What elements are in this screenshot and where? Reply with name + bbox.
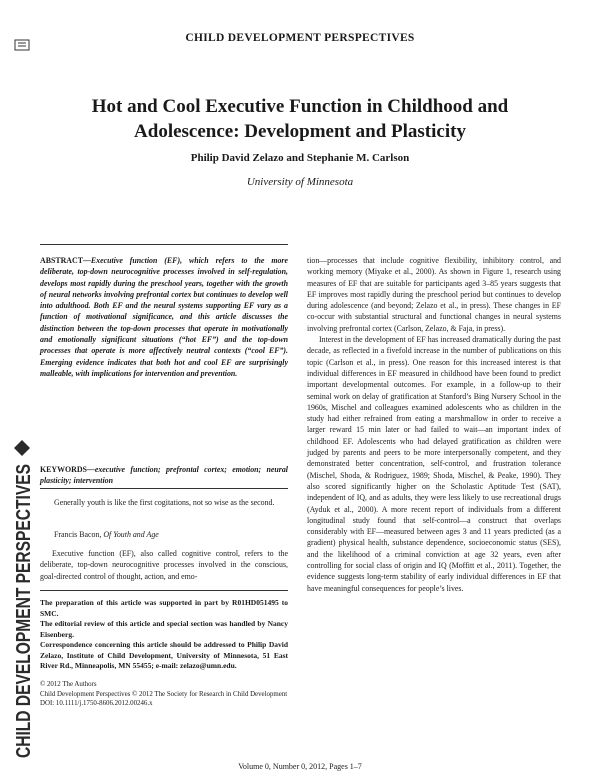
body-right-paragraph-1: tion—processes that include cognitive flexibility, inhibitory control, and working memory (Miyake et al., 2000). As shown in Figure 1, research using measures of EF that are suitable for participants aged 3–85 years suggests that EF improves most rapidly during the preschool period but continues to develop during adolescence (and beyond; Zelazo et al., in press). These changes in EF co-occur with substantial structural and functional changes in neural systems involving prefrontal cortex (Carlson, Zelazo, & Faja, in press). <box>307 256 561 333</box>
sidebar-text: CHILD DEVELOPMENT PERSPECTIVES <box>13 440 35 758</box>
epigraph-author: Francis Bacon, <box>54 530 102 539</box>
copyright-line-2: Child Development Perspectives © 2012 The Society for Research in Child Development <box>40 690 288 698</box>
abstract <box>40 255 288 379</box>
copyright-line-1: © 2012 The Authors <box>40 681 97 688</box>
footnote-editorial: The editorial review of this article and special section was handled by Nancy Eisenberg. <box>40 619 288 639</box>
journal-sidebar-logo <box>7 440 37 760</box>
title-line-1: Hot and Cool Executive Function in Childhood and <box>91 96 509 117</box>
diamond-icon <box>14 440 30 456</box>
epigraph-source <box>54 530 282 539</box>
title-line-2: Adolescence: Development and Plasticity <box>134 121 466 142</box>
abstract-bottom-rule <box>40 488 288 489</box>
authors: Philip David Zelazo and Stephanie M. Carlson <box>190 152 410 164</box>
abstract-top-rule <box>40 244 288 245</box>
affiliation: University of Minnesota <box>246 176 354 188</box>
abstract-text: —Executive function (EF), which refers to the more deliberate, top-down neurocognitive processes involved in self-regulation, develops most rapidly during the preschool years, together with the growth of neural networks involving prefrontal cortex but continues to develop well into adulthood. Both EF and the neural systems supporting EF vary as a function of motivational significance, and this article discusses the distinction between the top-down processes that operate in motivationally and emotionally significant situations (“hot EF”) and the top-down processes that operate is more affectively neutral contexts (“cool EF”). Emerging evidence indicates that both hot and cool EF are surprisingly malleable, with implications for intervention and prevention. <box>40 256 288 378</box>
copyright-line-3: DOI: 10.1111/j.1750-8606.2012.00246.x <box>40 700 153 708</box>
footnote-funding: The preparation of this article was supported in part by R01HD051495 to SMC. <box>40 598 288 618</box>
body-left-paragraph: Executive function (EF), also called cognitive control, refers to the deliberate, top-down neurocognitive processes involved in the conscious, goal-directed control of thought, action, and emo- <box>40 549 288 581</box>
epigraph-quote: Generally youth is like the first cogitations, not so wise as the second. <box>54 498 275 507</box>
copyright-block <box>40 680 290 709</box>
epigraph-work: Of Youth and Age <box>103 530 159 539</box>
keywords-text: —executive function; prefrontal cortex; emotion; neural plasticity; intervention <box>40 465 288 486</box>
footnote-correspondence: Correspondence concerning this article should be addressed to Philip David Zelazo, Institute of Child Development, University of Minnesota, 51 East River Rd., Minneapolis, MN 55455; e-mail: zelazo@umn.edu. <box>40 640 288 671</box>
article-title <box>40 94 560 144</box>
footnote-rule <box>40 590 288 591</box>
body-right-paragraph-2: Interest in the development of EF has increased dramatically during the past decade, as reflected in a fivefold increase in the number of publications on this topic (Carlson et al., in press). One reason for this increased interest is that individual differences in EF measured in childhood have been found to predict important developmental outcomes. For example, in a follow-up to their seminal work on delay of gratification at Stanford’s Bing Nursery School in the 1960s, Mischel and colleagues examined adolescents who as children in the study had either refrained from eating a marshmallow in order to receive a larger reward 15 min later or had failed to wait—an important index of childhood EF. Adolescents who had delayed gratification as children were judged by parents and peers to be more interpersonally competent, and they demonstrated better concentration, self-control, and frustration tolerance (Mischel, Shoda, & Rodriguez, 1989; Shoda, Mischel, & Peake, 1990). They also scored significantly higher on the Scholastic Aptitude Test (SAT), independent of IQ, and as adults, they were less likely to use recreational drugs (Ayduk et al., 2000). A more recent report of individuals from a different longitudinal study found that self-control—a construct that overlaps considerably with EF—measured between ages 3 and 11 years predicted (as a gradient) physical health, substance dependence, socioeconomic status (SES), and the likelihood of a criminal conviction at age 32 years, even after controlling for social class of origin and IQ (Moffitt et al., 2011). Together, the evidence suggests long-term stability of early individual differences in EF that have meaningful consequences for people’s lives. <box>307 335 561 593</box>
keywords <box>40 464 288 487</box>
keywords-label: KEYWORDS <box>40 465 87 474</box>
abstract-label: ABSTRACT <box>40 256 83 265</box>
body-right-column <box>307 255 561 594</box>
journal-header: CHILD DEVELOPMENT PERSPECTIVES <box>185 32 415 44</box>
page-footer: Volume 0, Number 0, 2012, Pages 1–7 <box>238 762 362 771</box>
